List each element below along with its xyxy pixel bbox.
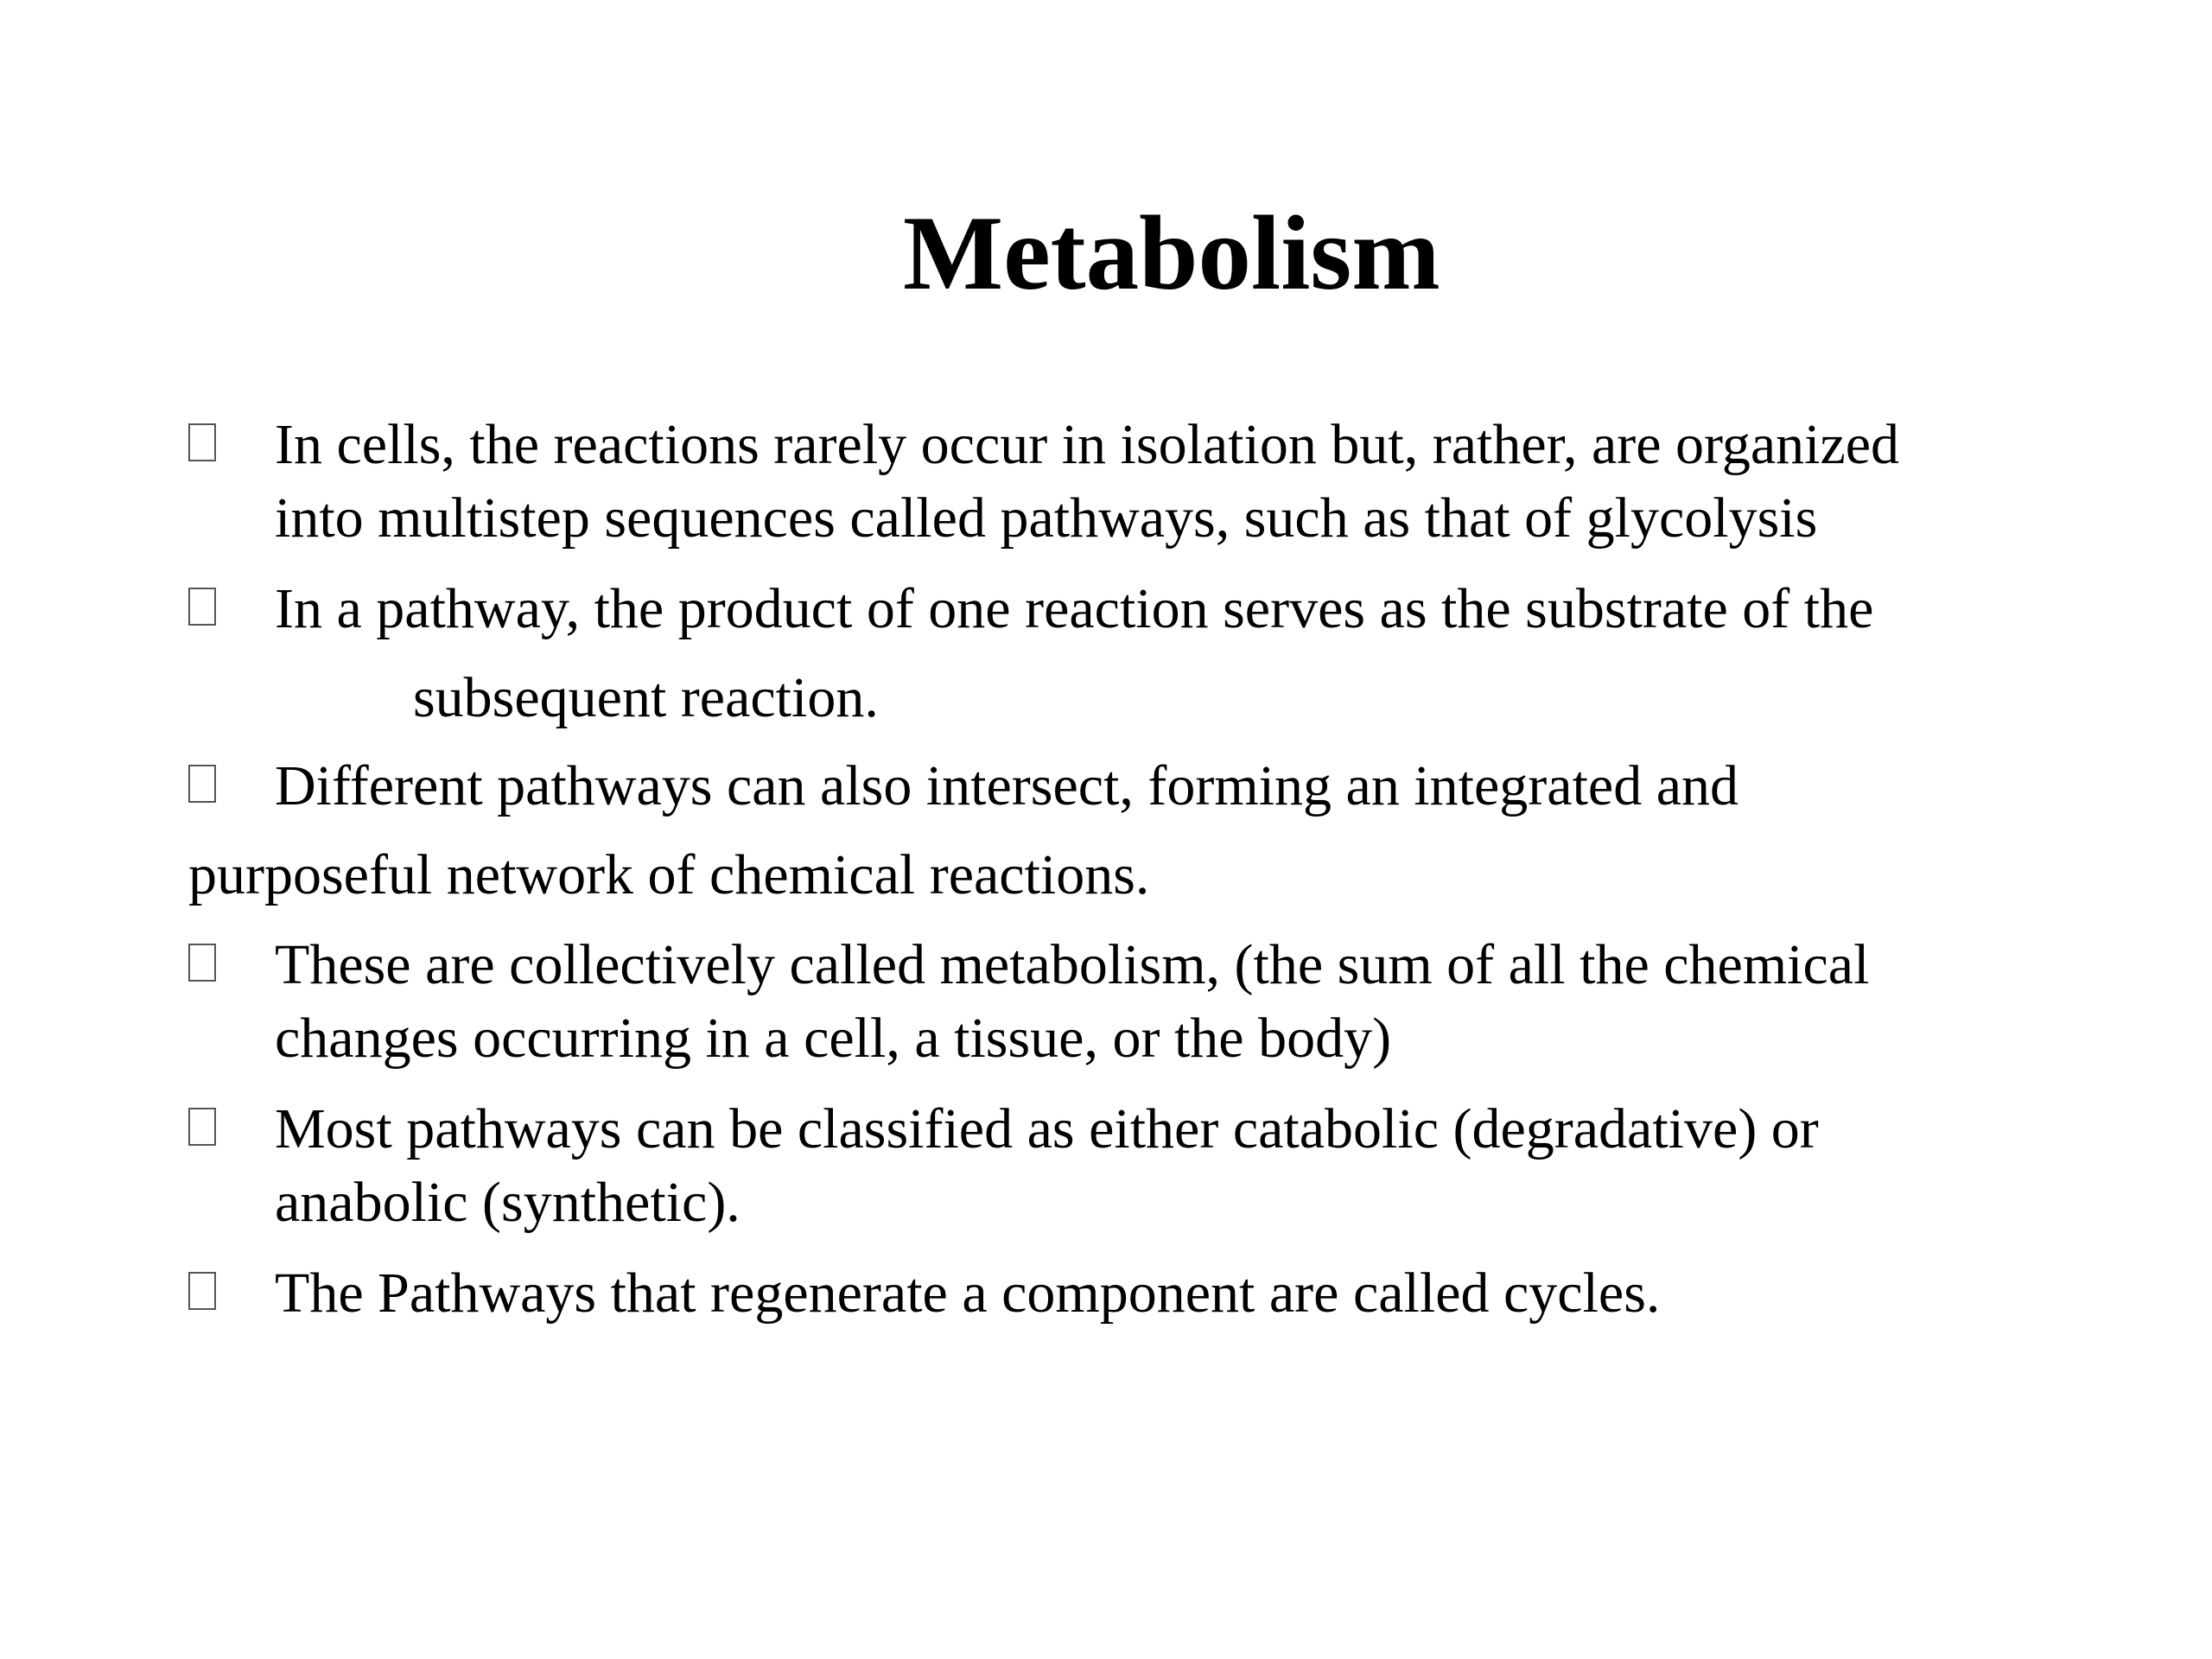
bullet-2-line-2: subsequent reaction. (413, 666, 879, 729)
square-bullet-icon (188, 944, 216, 982)
bullet-5-line-1: Most pathways can be classified as either catabolic (degradative) or (275, 1097, 1819, 1160)
square-bullet-icon (188, 1108, 216, 1146)
square-bullet-icon (188, 423, 216, 461)
square-bullet-icon (188, 588, 216, 626)
bullet-2-line-1: In a pathway, the product of one reaction serves as the substrate of the (275, 577, 1874, 640)
bullet-1-line-1: In cells, the reactions rarely occur in isolation but, rather, are organized (275, 413, 1900, 476)
bullet-5-line-2: anabolic (synthetic). (275, 1171, 741, 1234)
bullet-1-line-2: into multistep sequences called pathways, such as that of glycolysis (275, 486, 1818, 550)
bullet-3-line-2: purposeful network of chemical reactions. (188, 843, 1150, 906)
bullet-6-line-1: The Pathways that regenerate a component are called cycles. (275, 1262, 1661, 1325)
slide-title: Metabolism (903, 194, 1440, 312)
square-bullet-icon (188, 765, 216, 803)
bullet-3-line-1: Different pathways can also intersect, forming an integrated and (275, 754, 1738, 817)
bullet-4-line-2: changes occurring in a cell, a tissue, or the body) (275, 1007, 1392, 1070)
square-bullet-icon (188, 1272, 216, 1310)
bullet-4-line-1: These are collectively called metabolism, (the sum of all the chemical (275, 933, 1870, 996)
